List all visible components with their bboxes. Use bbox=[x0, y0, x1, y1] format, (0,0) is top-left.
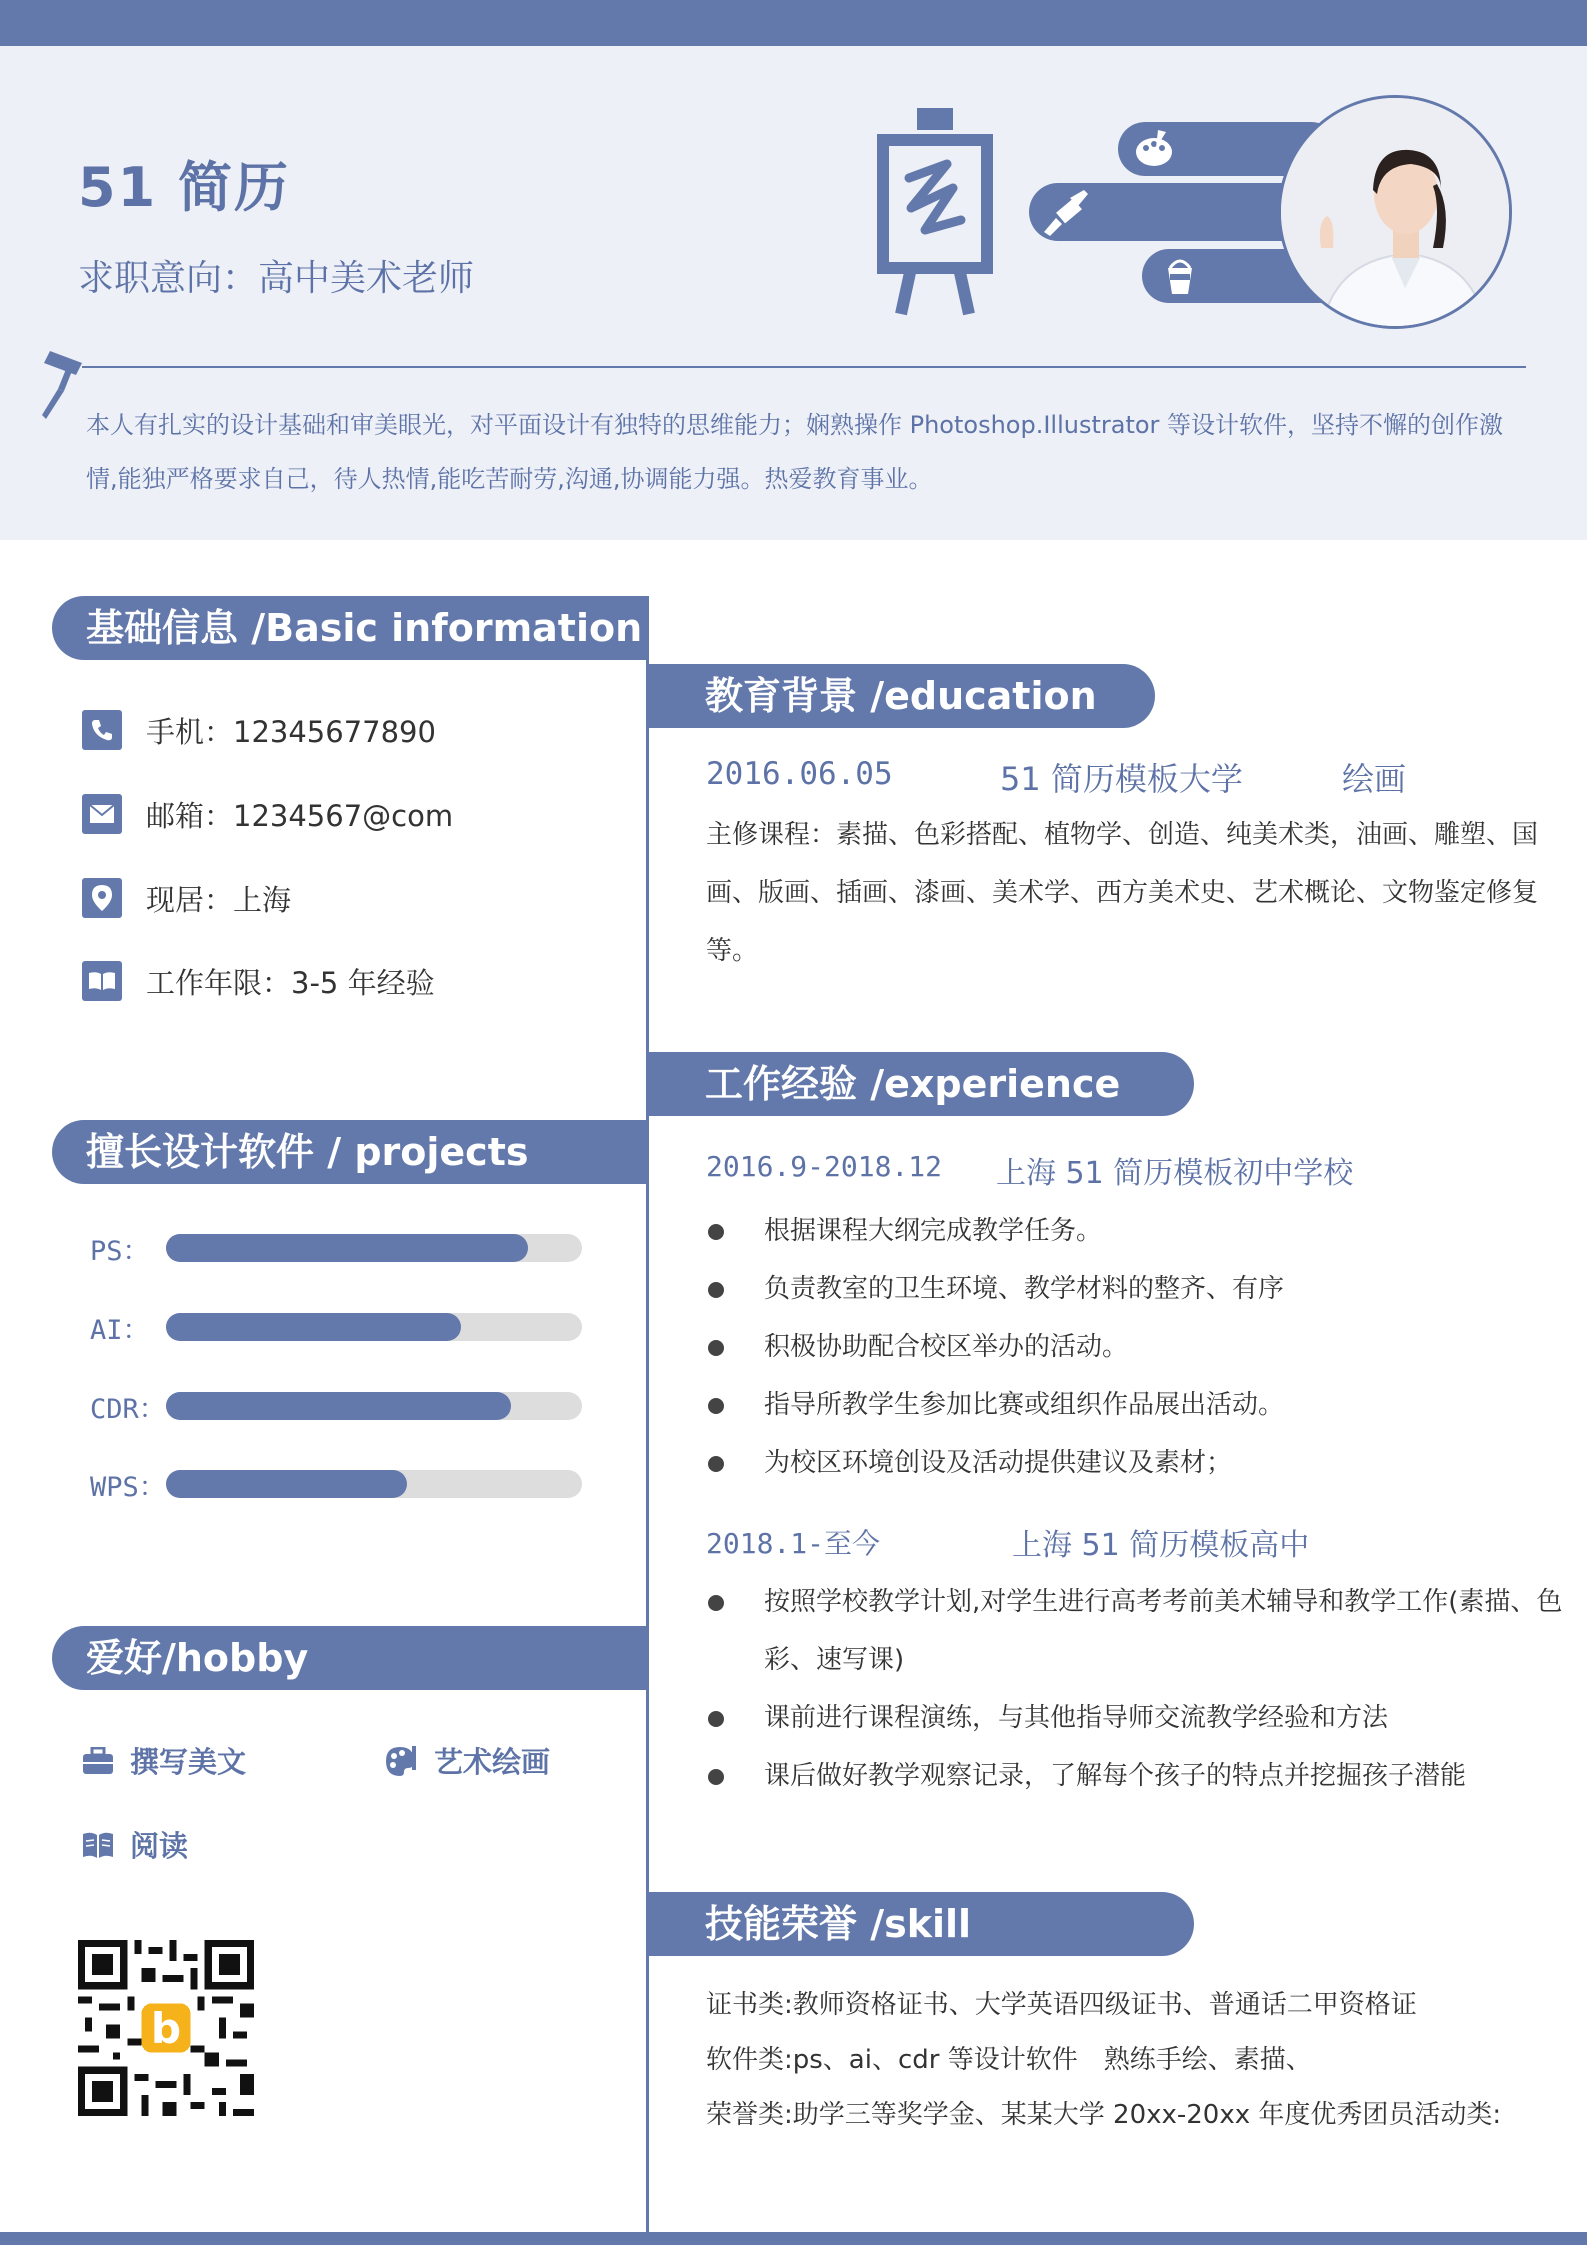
skill-track-wps bbox=[166, 1470, 582, 1498]
info-row-phone bbox=[82, 708, 436, 752]
experience-years-text: 工作年限：3-5 年经验 bbox=[146, 965, 435, 1000]
section-header-experience: 工作经验 /experience bbox=[649, 1052, 1194, 1116]
book-open-icon bbox=[82, 1831, 114, 1859]
skill-fill-ps bbox=[166, 1234, 528, 1262]
skill-fill-cdr bbox=[166, 1392, 511, 1420]
hobby-label-writing: 撰写美文 bbox=[130, 1745, 247, 1779]
resume-name: 51 简历 bbox=[78, 156, 290, 219]
location-text: 现居：上海 bbox=[146, 882, 292, 917]
skill-row-cdr bbox=[90, 1391, 582, 1425]
education-date: 2016.06.05 bbox=[706, 756, 893, 792]
software-line: 软件类:ps、ai、cdr 等设计软件 熟练手绘、素描、 bbox=[706, 2045, 1312, 2075]
palette-icon bbox=[1132, 128, 1176, 170]
skill-fill-ai bbox=[166, 1313, 461, 1341]
job-1-duties bbox=[706, 1202, 1566, 1492]
palette-icon bbox=[384, 1744, 418, 1778]
job-1-date: 2016.9-2018.12 bbox=[706, 1150, 943, 1183]
top-bar bbox=[0, 0, 1587, 46]
paint-brush-icon bbox=[1040, 188, 1090, 236]
duty-text: 负责教室的卫生环境、教学材料的整齐、有序 bbox=[764, 1274, 1285, 1304]
skill-label-wps: WPS： bbox=[90, 1471, 166, 1503]
list-item bbox=[706, 1747, 1566, 1805]
book-icon bbox=[82, 961, 122, 1001]
job-1-company: 上海 51 简历模板初中学校 bbox=[996, 1156, 1354, 1191]
list-item bbox=[706, 1573, 1566, 1689]
skill-fill-wps bbox=[166, 1470, 407, 1498]
hobby-painting bbox=[384, 1740, 550, 1781]
bullet-dot bbox=[708, 1456, 724, 1472]
info-row-location bbox=[82, 876, 291, 920]
skill-row-ps bbox=[90, 1233, 582, 1267]
briefcase-icon bbox=[82, 1747, 114, 1775]
bucket-icon bbox=[1162, 254, 1198, 296]
hobby-label-painting: 艺术绘画 bbox=[434, 1745, 551, 1779]
mail-icon bbox=[82, 794, 122, 834]
skill-row-wps bbox=[90, 1469, 582, 1503]
bullet-dot bbox=[708, 1769, 724, 1785]
duty-text: 课后做好教学观察记录，了解每个孩子的特点并挖掘孩子潜能 bbox=[764, 1761, 1467, 1791]
bottom-bar bbox=[0, 2232, 1587, 2245]
list-item bbox=[706, 1260, 1566, 1318]
education-major: 绘画 bbox=[1342, 760, 1407, 798]
section-header-basic: 基础信息 /Basic information bbox=[52, 596, 648, 660]
qr-code bbox=[78, 1940, 254, 2116]
education-courses: 主修课程：素描、色彩搭配、植物学、创造、纯美术类，油画、雕塑、国画、版画、插画、漆画、美术学、西方美术史、艺术概论、文物鉴定修复等。 bbox=[706, 820, 1539, 966]
section-header-education: 教育背景 /education bbox=[649, 664, 1155, 728]
section-header-software: 擅长设计软件 / projects bbox=[52, 1120, 648, 1184]
hobby-label-reading: 阅读 bbox=[130, 1829, 189, 1863]
duty-text: 积极协助配合校区举办的活动。 bbox=[764, 1332, 1129, 1362]
skill-track-ai bbox=[166, 1313, 582, 1341]
phone-text: 手机：12345677890 bbox=[146, 714, 436, 749]
hobby-reading bbox=[82, 1824, 188, 1865]
education-school: 51 简历模板大学 bbox=[1000, 760, 1243, 798]
info-row-email bbox=[82, 792, 453, 836]
job-2-duties bbox=[706, 1573, 1566, 1805]
duty-text: 根据课程大纲完成教学任务。 bbox=[764, 1216, 1103, 1246]
phone-icon bbox=[82, 710, 122, 750]
skill-label-cdr: CDR： bbox=[90, 1393, 166, 1425]
skill-row-ai bbox=[90, 1312, 582, 1346]
skill-track-cdr bbox=[166, 1392, 582, 1420]
location-icon bbox=[82, 878, 122, 918]
bullet-dot bbox=[708, 1711, 724, 1727]
profile-photo bbox=[1278, 95, 1512, 329]
duty-text: 课前进行课程演练，与其他指导师交流教学经验和方法 bbox=[764, 1703, 1389, 1733]
section-header-hobby: 爱好/hobby bbox=[52, 1626, 648, 1690]
job-intent: 求职意向：高中美术老师 bbox=[78, 258, 475, 299]
column-divider bbox=[646, 596, 649, 2232]
bullet-dot bbox=[708, 1595, 724, 1611]
job-2-date: 2018.1-至今 bbox=[706, 1527, 881, 1560]
certificates-line: 证书类:教师资格证书、大学英语四级证书、普通话二甲资格证 bbox=[706, 1990, 1417, 2020]
summary-divider bbox=[82, 366, 1526, 368]
skill-track-ps bbox=[166, 1234, 582, 1262]
bullet-dot bbox=[708, 1398, 724, 1414]
self-summary: 本人有扎实的设计基础和审美眼光，对平面设计有独特的思维能力；娴熟操作 Photoshop.Illustrator 等设计软件，坚持不懈的创作激情,能独严格要求自己，待人热情,能吃苦耐劳,沟通,协调能力强。热爱教育事业。 bbox=[86, 411, 1504, 493]
duty-text: 为校区环境创设及活动提供建议及素材； bbox=[764, 1448, 1233, 1478]
honors-line: 荣誉类:助学三等奖学金、某某大学 20xx-20xx 年度优秀团员活动类: bbox=[706, 2100, 1502, 2130]
easel-icon bbox=[875, 108, 995, 318]
list-item bbox=[706, 1376, 1566, 1434]
skill-label-ai: AI： bbox=[90, 1314, 150, 1346]
bullet-dot bbox=[708, 1340, 724, 1356]
skill-honors bbox=[706, 1978, 1566, 2143]
skill-label-ps: PS： bbox=[90, 1235, 150, 1267]
job-2-company: 上海 51 简历模板高中 bbox=[1012, 1528, 1310, 1563]
hobby-writing bbox=[82, 1740, 246, 1781]
duty-text: 按照学校教学计划,对学生进行高考考前美术辅导和教学工作(素描、色彩、速写课) bbox=[764, 1587, 1563, 1675]
bullet-dot bbox=[708, 1224, 724, 1240]
duty-text: 指导所教学生参加比赛或组织作品展出活动。 bbox=[764, 1390, 1285, 1420]
section-header-skill: 技能荣誉 /skill bbox=[649, 1892, 1194, 1956]
bullet-dot bbox=[708, 1282, 724, 1298]
brush-icon bbox=[36, 345, 92, 421]
email-text: 邮箱：1234567@com bbox=[146, 798, 454, 833]
info-row-experience bbox=[82, 959, 435, 1003]
svg-text:b: b bbox=[150, 2003, 182, 2053]
list-item bbox=[706, 1434, 1566, 1492]
list-item bbox=[706, 1202, 1566, 1260]
list-item bbox=[706, 1318, 1566, 1376]
list-item bbox=[706, 1689, 1566, 1747]
